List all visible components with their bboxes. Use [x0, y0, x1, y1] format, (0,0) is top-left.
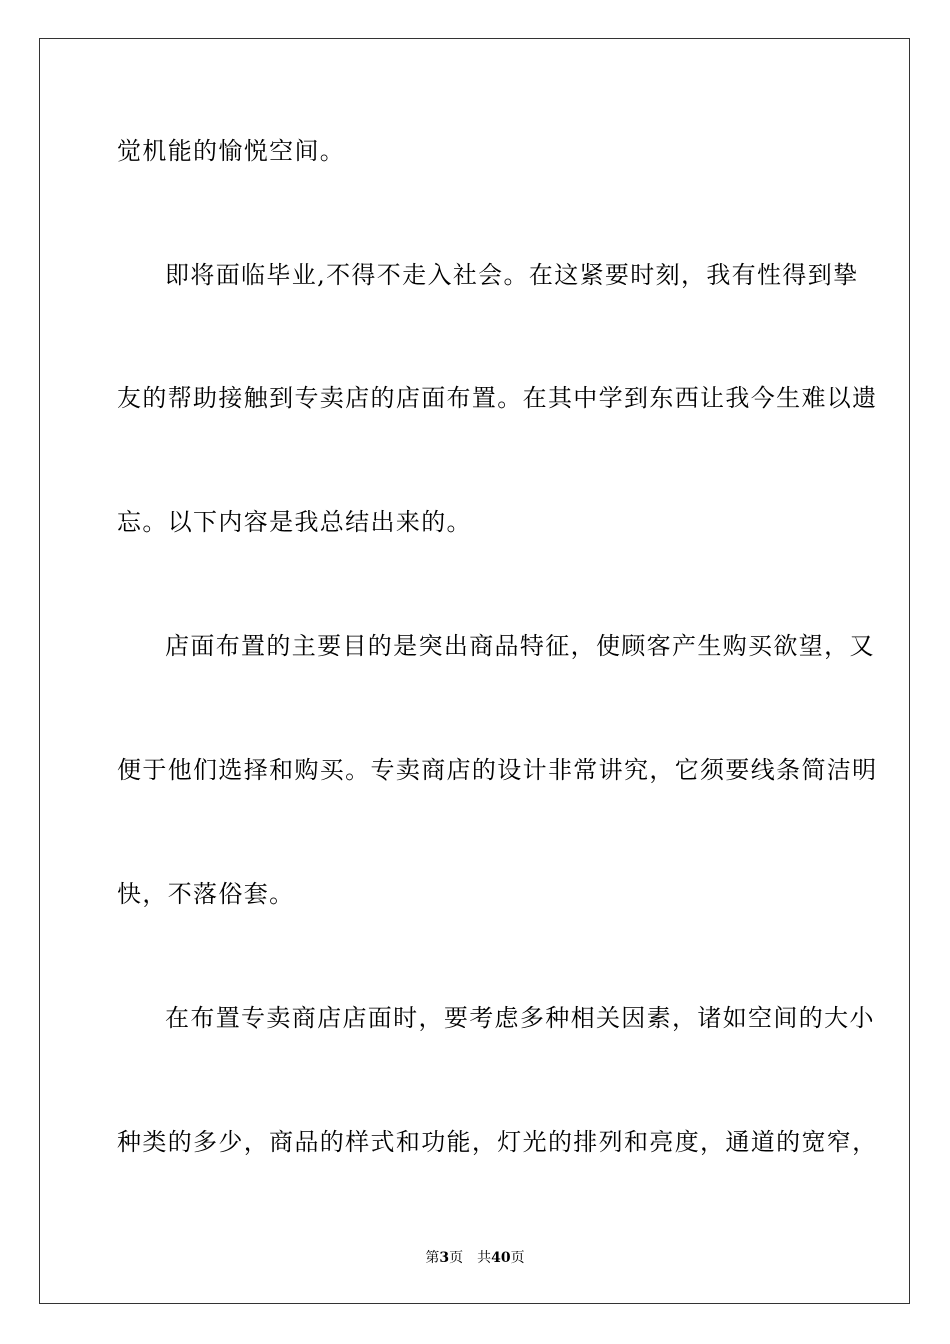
paragraph-1-line-3: 忘。以下内容是我总结出来的。 [117, 508, 472, 536]
paragraph-3-line-1: 在布置专卖商店店面时，要考虑多种相关因素，诸如空间的大小 [165, 1004, 875, 1032]
page-suffix: 页 [449, 1250, 464, 1266]
total-pages: 40 [491, 1250, 511, 1266]
total-suffix: 页 [510, 1250, 525, 1266]
paragraph-3-line-2: 种类的多少，商品的样式和功能，灯光的排列和亮度，通道的宽窄， [117, 1128, 878, 1156]
paragraph-2-line-3: 快，不落俗套。 [117, 880, 295, 908]
page-footer [0, 1247, 950, 1267]
paragraph-1-line-1: 即将面临毕业,不得不走入社会。在这紧要时刻，我有性得到挚 [165, 261, 859, 289]
page-number: 3 [439, 1250, 450, 1266]
page-border [39, 38, 910, 1304]
text-line-1: 觉机能的愉悦空间。 [117, 137, 346, 165]
paragraph-1-line-2: 友的帮助接触到专卖店的店面布置。在其中学到东西让我今生难以遗 [117, 384, 878, 412]
paragraph-2-line-2: 便于他们选择和购买。专卖商店的设计非常讲究，它须要线条简洁明 [117, 756, 878, 784]
paragraph-2-line-1: 店面布置的主要目的是突出商品特征，使顾客产生购买欲望，又 [165, 632, 875, 660]
page-prefix: 第 [425, 1250, 440, 1266]
total-prefix: 共 [477, 1250, 492, 1266]
